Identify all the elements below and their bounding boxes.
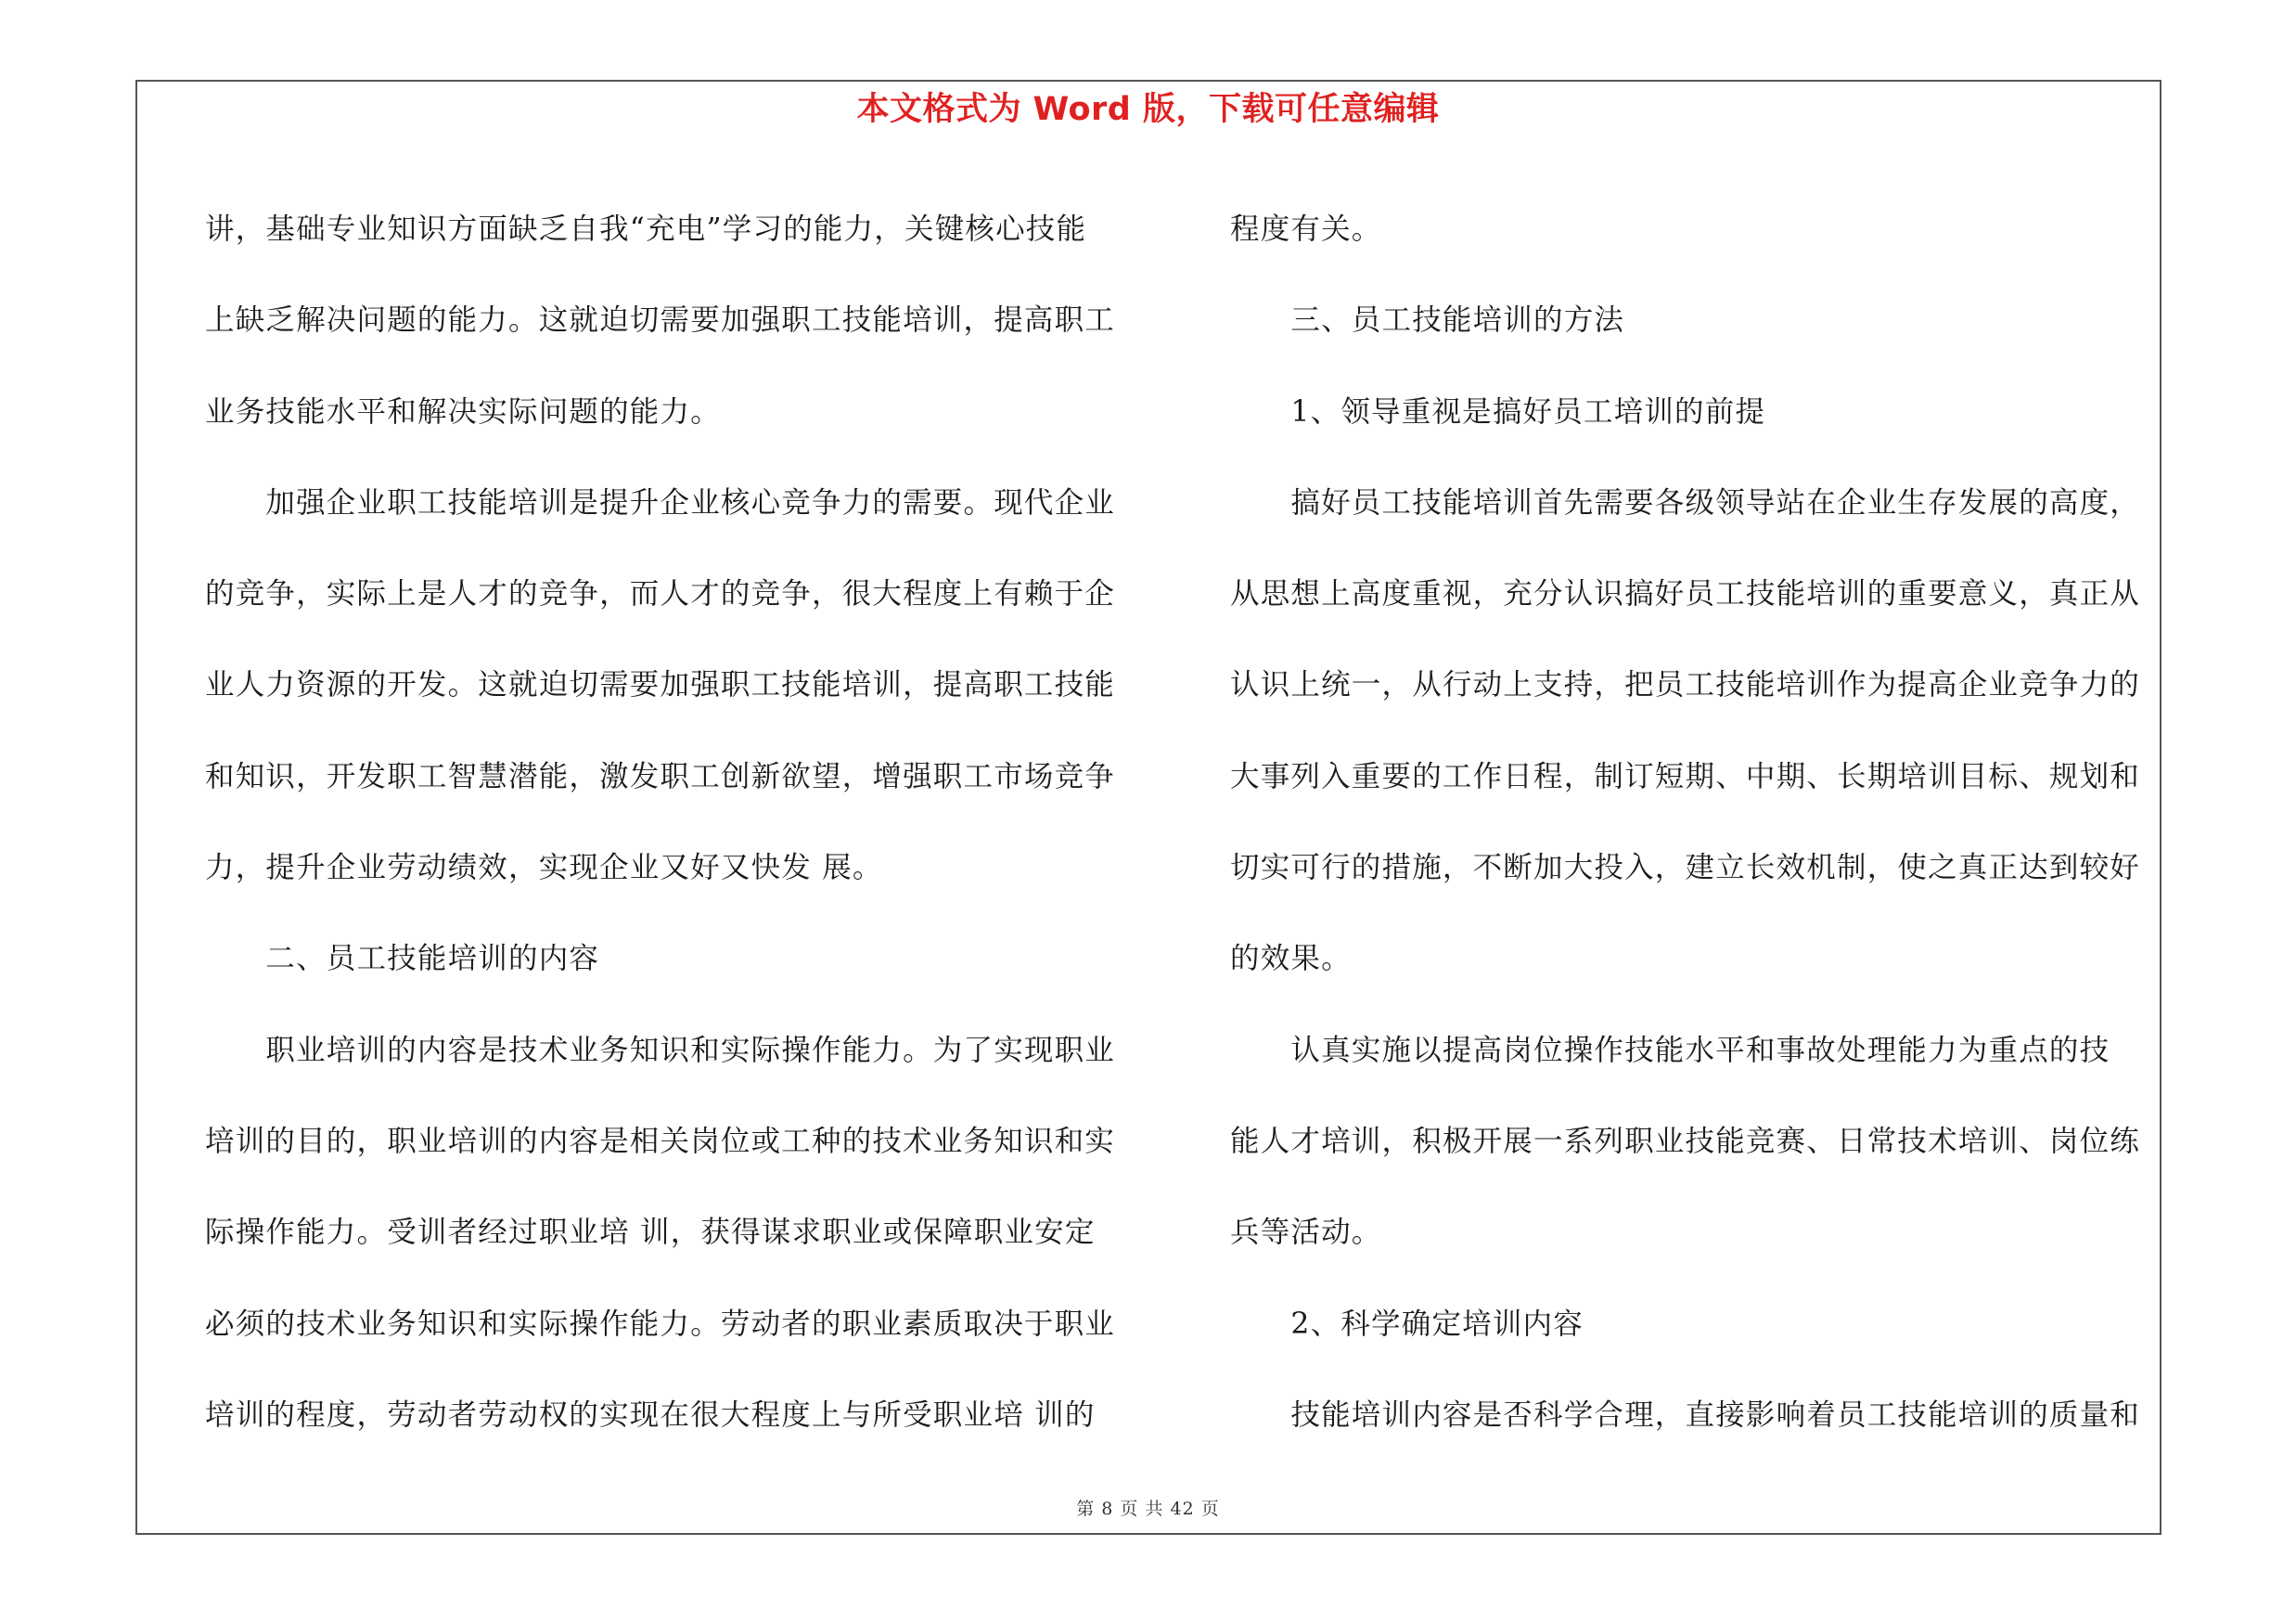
text-line: 业人力资源的开发。这就迫切需要加强职工技能培训，提高职工技能	[205, 668, 1116, 702]
text-line: 兵等活动。	[1230, 1216, 1382, 1250]
text-line: 上缺乏解决问题的能力。这就迫切需要加强职工技能培训，提高职工	[205, 303, 1116, 338]
text-line: 切实可行的措施，不断加大投入，建立长效机制，使之真正达到较好	[1230, 851, 2141, 885]
format-notice-banner: 本文格式为 Word 版，下载可任意编辑	[856, 91, 1440, 128]
right-text-column	[1230, 184, 2167, 1461]
text-line: 力，提升企业劳动绩效，实现企业又好又快发 展。	[205, 851, 883, 885]
text-line: 培训的目的，职业培训的内容是相关岗位或工种的技术业务知识和实	[205, 1124, 1116, 1158]
text-line: 搞好员工技能培训首先需要各级领导站在企业生存发展的高度，	[1230, 485, 2141, 520]
text-line: 和知识，开发职工智慧潜能，激发职工创新欲望，增强职工市场竞争	[205, 759, 1116, 793]
left-text-column	[205, 184, 1135, 1461]
text-line: 能人才培训，积极开展一系列职业技能竞赛、日常技术培训、岗位练	[1230, 1124, 2141, 1158]
text-line: 讲，基础专业知识方面缺乏自我“充电”学习的能力，关键核心技能	[205, 213, 1087, 246]
text-line: 业务技能水平和解决实际问题的能力。	[205, 394, 721, 429]
text-line: 认真实施以提高岗位操作技能水平和事故处理能力为重点的技	[1230, 1033, 2110, 1067]
subsection-heading: 2、科学确定培训内容	[1230, 1307, 1584, 1341]
text-line: 大事列入重要的工作日程，制订短期、中期、长期培训目标、规划和	[1230, 759, 2141, 793]
text-line: 的竞争，实际上是人才的竞争，而人才的竞争，很大程度上有赖于企	[205, 577, 1116, 612]
section-heading: 二、员工技能培训的内容	[205, 942, 600, 976]
text-line: 技能培训内容是否科学合理，直接影响着员工技能培训的质量和	[1230, 1398, 2141, 1432]
text-line: 加强企业职工技能培训是提升企业核心竞争力的需要。现代企业	[205, 485, 1116, 520]
text-line: 程度有关。	[1230, 213, 1382, 246]
subsection-heading: 1、领导重视是搞好员工培训的前提	[1230, 394, 1766, 429]
section-heading: 三、员工技能培训的方法	[1230, 303, 1625, 338]
text-line: 际操作能力。受训者经过职业培 训，获得谋求职业或保障职业安定	[205, 1216, 1096, 1250]
text-line: 职业培训的内容是技术业务知识和实际操作能力。为了实现职业	[205, 1033, 1116, 1067]
text-line: 从思想上高度重视，充分认识搞好员工技能培训的重要意义，真正从	[1230, 577, 2141, 612]
text-line: 的效果。	[1230, 942, 1352, 976]
text-line: 认识上统一，从行动上支持，把员工技能培训作为提高企业竞争力的	[1230, 668, 2141, 702]
text-line: 培训的程度，劳动者劳动权的实现在很大程度上与所受职业培 训的	[205, 1398, 1096, 1432]
text-line: 必须的技术业务知识和实际操作能力。劳动者的职业素质取决于职业	[205, 1307, 1116, 1341]
page-number-footer: 第 8 页 共 42 页	[1076, 1499, 1220, 1519]
